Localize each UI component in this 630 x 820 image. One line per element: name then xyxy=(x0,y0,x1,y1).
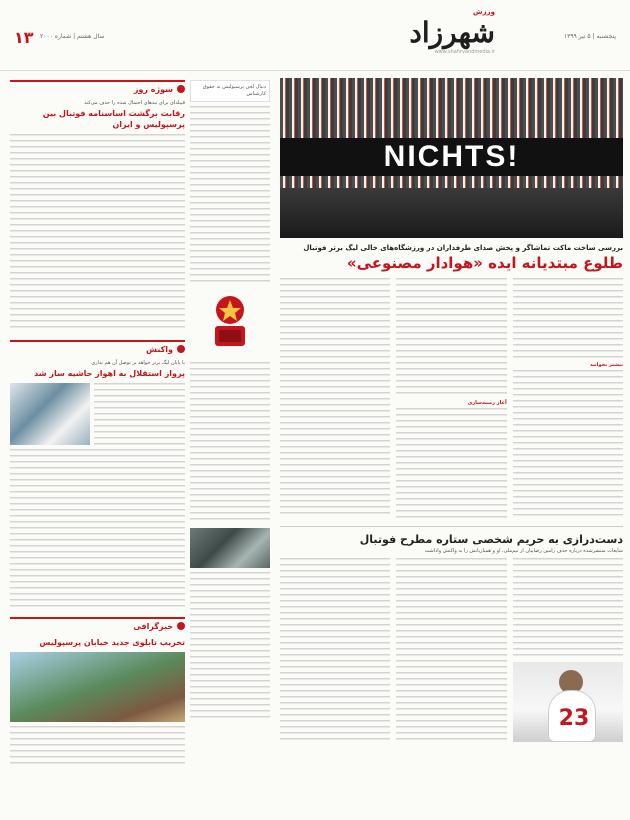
body-text xyxy=(190,572,270,722)
body-text xyxy=(10,449,185,609)
pull-quote: دنبال لحن پرسپولیس به حقوق کارشناس xyxy=(190,80,270,102)
page-number: ۱۳ xyxy=(14,28,34,47)
body-text xyxy=(190,362,270,522)
section-label: واکنش xyxy=(146,344,173,354)
body-text xyxy=(513,278,623,360)
section-label: خبرگرافی xyxy=(133,621,173,631)
body-text xyxy=(396,278,506,398)
section-header-subject xyxy=(10,80,185,96)
bullet-icon xyxy=(177,622,185,630)
second-story-columns xyxy=(280,558,623,742)
body-text xyxy=(10,134,185,332)
body-text xyxy=(190,106,270,286)
hero-banner-text: NICHTS! xyxy=(280,138,623,176)
player-photo xyxy=(513,662,623,742)
club-logo xyxy=(205,292,255,356)
masthead-url: www.shahrvandmedia.ir xyxy=(434,49,495,55)
body-text xyxy=(513,370,623,520)
bullet-icon xyxy=(177,345,185,353)
story-photo xyxy=(10,383,90,445)
stadium-field xyxy=(280,188,623,238)
story-title: تخریب تابلوی جدید خیابان پرسپولیس xyxy=(39,638,185,647)
main-body-columns xyxy=(280,278,623,520)
year-line: سال هشتم | شماره ۲۰۰۰ xyxy=(40,33,105,40)
section-header-reaction xyxy=(10,340,185,356)
section-label: سوژه روز xyxy=(133,84,173,94)
body-text xyxy=(513,558,623,658)
section-header-infographic xyxy=(10,617,185,633)
body-text xyxy=(10,726,185,766)
masthead-subtitle: ورزش xyxy=(472,8,495,16)
sub-heading: آغاز زمینه‌سازی xyxy=(467,400,507,406)
story-title: پرواز استقلال به اهواز حاشیه ساز شد xyxy=(34,369,185,378)
body-text xyxy=(396,558,506,742)
left-column xyxy=(10,80,185,766)
body-text xyxy=(280,278,390,516)
main-story xyxy=(280,78,623,742)
body-text xyxy=(94,383,185,445)
sub-heading: بیشتر بخوانید xyxy=(589,362,623,368)
second-story-title: دست‌درازی به حریم شخصی ستاره مطرح فوتبال xyxy=(359,533,623,546)
headline: طلوع مبتدیانه ایده «هوادار مصنوعی» xyxy=(346,254,623,272)
persepolis-logo-icon xyxy=(205,292,255,356)
headline-kicker: بررسی ساخت ماکت تماشاگر و پخش صدای طرفداران در ورزشگاه‌های خالی لیگ برتر فوتبال xyxy=(303,244,623,252)
story-kicker: با پایان لیگ برتر خواهد بر توصل آن هم نداری xyxy=(91,360,185,366)
column-photo xyxy=(190,528,270,568)
story-photo xyxy=(10,652,185,722)
middle-column xyxy=(190,80,270,722)
second-story-subtitle: شایعات منتشرشده درباره حذف رامین رضاییان از تیم‌ملی، او و همبازیانش را به واکنش واداشت xyxy=(424,548,623,554)
story-title: رقابت برگشت اساسنامه فوتبال بین پرسپولیس و ایران xyxy=(42,109,185,129)
bullet-icon xyxy=(177,85,185,93)
hero-photo xyxy=(280,78,623,238)
body-text xyxy=(396,408,506,520)
body-text xyxy=(280,558,390,742)
masthead-bar xyxy=(0,0,630,71)
issue-line: پنجشنبه | ۵ تیر ۱۳۹۹ xyxy=(563,33,616,40)
player-number: 23 xyxy=(558,706,590,731)
masthead xyxy=(295,8,495,58)
masthead-title: شهرزاد xyxy=(409,16,495,49)
story-kicker: قبیله‌ای برای بندهای احتمال شده را حذف می‌کند xyxy=(84,100,185,106)
